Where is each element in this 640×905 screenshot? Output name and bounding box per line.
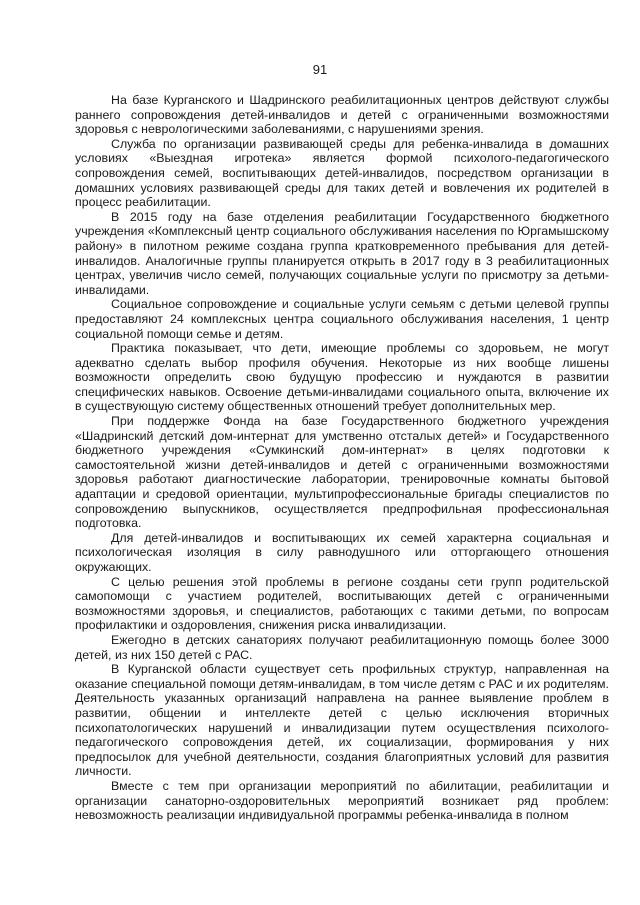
paragraph-short-stay-group: В 2015 году на базе отделения реабилитации Государственного бюджетного учреждения «Комплексный центр социального обслуживания населения по Юргамышскому району» в пилотном режиме создана группа кратковременного пребывания для детей-инвалидов. Аналогичные группы планируется открыть в 2017 году в 3 реабилитационных центрах, увеличив число семей, получающих социальные услуги по присмотру за детьми-инвалидами. <box>75 209 609 297</box>
paragraph-parent-self-help-groups: С целью решения этой проблемы в регионе созданы сети групп родительской самопомощи с участием родителей, воспитывающих детей с ограниченными возможностями здоровья, и специалистов, работающих с такими детьми, по вопросам профилактики и оздоровления, снижения риска инвалидизации. <box>75 574 609 633</box>
paragraph-rehab-centers-early-support: На базе Курганского и Шадринского реабилитационных центров действуют службы раннего сопровождения детей-инвалидов и детей с ограниченными возможностями здоровья с неврологическими заболеваниями, с нарушениями зрения. <box>75 93 609 137</box>
page-number: 91 <box>312 62 328 77</box>
paragraph-profile-choice-practice: Практика показывает, что дети, имеющие проблемы со здоровьем, не могут адекватно сделать выбор профиля обучения. Некоторые из них вообще лишены возможности определить свою будущую профессию и нуждаются в развитии специфических навыков. Освоение детьми-инвалидами социального опыта, включение их в существующую систему общественных отношений требует дополнительных мер. <box>75 341 609 414</box>
paragraph-sanatorium-rehab: Ежегодно в детских санаториях получают реабилитационную помощь более 3000 детей, из них 150 детей с РАС. <box>75 632 609 662</box>
paragraph-mobile-toy-library: Служба по организации развивающей среды для ребенка-инвалида в домашних условиях «Выездная игротека» является формой психолого-педагогического сопровождения семей, воспитывающих детей-инвалидов, посредством организации в домашних условиях развивающей среды для таких детей и вовлечения их родителей в процесс реабилитации. <box>75 136 609 210</box>
paragraph-fund-support-institutions: При поддержке Фонда на базе Государственного бюджетного учреждения «Шадринский детский дом-интернат для умственно отсталых детей» и Государственного бюджетного учреждения «Сумкинский дом-интернат» в целях подготовки к самостоятельной жизни детей-инвалидов и детей с ограниченными возможностями здоровья работают диагностические лаборатории, тренировочные комнаты бытовой адаптации и средовой ориентации, мультипрофессиональные бригады специалистов по сопровождению выпускников, осуществляется предпрофильная профессиональная подготовка. <box>75 414 609 531</box>
paragraph-social-support-centers: Социальное сопровождение и социальные услуги семьям с детьми целевой группы предоставляют 24 комплексных центра социального обслуживания населения, 1 центр социальной помощи семье и детям. <box>75 297 609 341</box>
page-body <box>75 93 609 823</box>
paragraph-social-isolation: Для детей-инвалидов и воспитывающих их семей характерна социальная и психологическая изоляция в силу равнодушного или отторгающего отношения окружающих. <box>75 530 609 574</box>
paragraph-specialized-structures: В Курганской области существует сеть профильных структур, направленная на оказание специальной помощи детям-инвалидам, в том числе детям с РАС и их родителям. Деятельность указанных организаций направлена на раннее выявление проблем в развитии, общении и интеллекте детей с целью исключения вторичных психопатологических нарушений и инвалидизации путем осуществления психолого-педагогического сопровождения детей, их социализации, формирования у них предпосылок для учебной деятельности, создания благоприятных условий для развития личности. <box>75 662 609 779</box>
paragraph-problems-list: Вместе с тем при организации мероприятий по абилитации, реабилитации и организации санаторно-оздоровительных мероприятий возникает ряд проблем: невозможность реализации индивидуальной программы ребенка-инвалида в полном <box>75 778 609 823</box>
